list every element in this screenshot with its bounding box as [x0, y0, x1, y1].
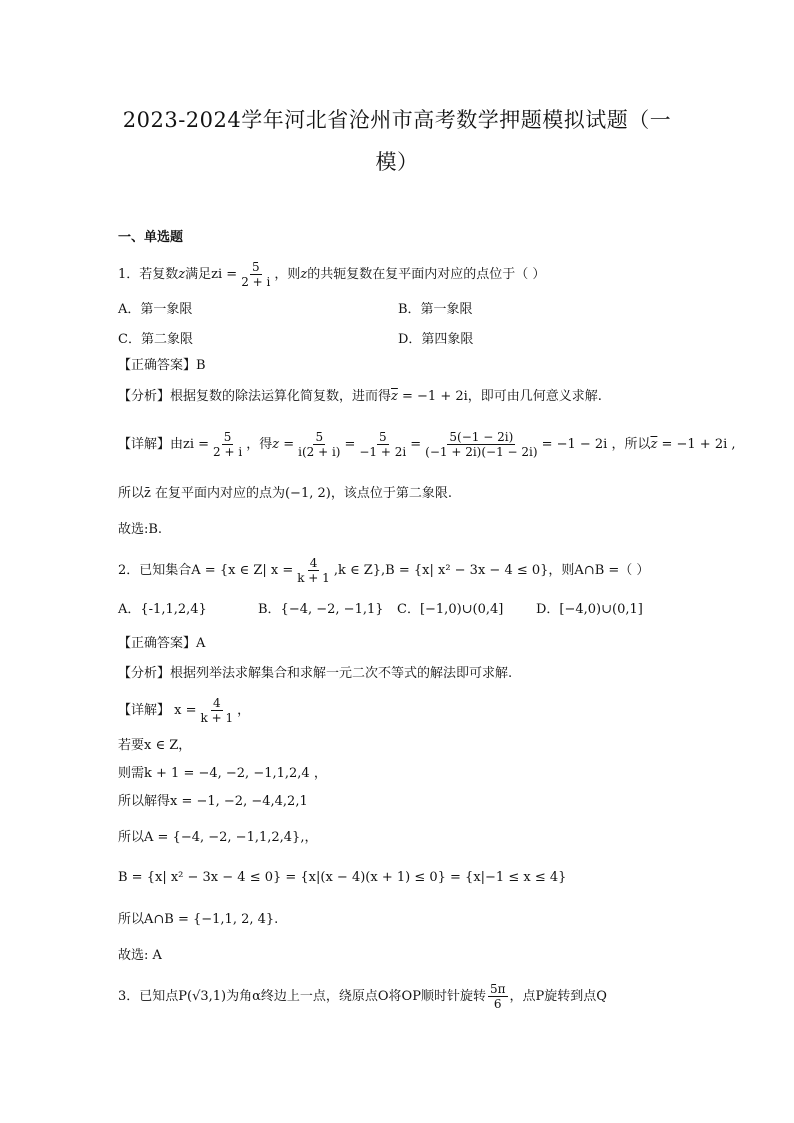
q1-frac-num: 5 [251, 260, 260, 274]
q2-detail-post: ， [237, 703, 251, 718]
q3-frac-num: 5π [489, 982, 506, 996]
q1-detail-frac4-num: 5(−1 − 2i) [449, 430, 514, 444]
q1-detail-frac3-num: 5 [378, 430, 387, 444]
q2-frac-den: k + 1 [297, 571, 330, 585]
q2-option-c: C．[−1,0)∪(0,4] [397, 602, 504, 617]
q2-stem [118, 556, 649, 585]
q1-detail: 【详解】由zi = $\frac{5}{2 + i}$ ，得z = $\frac{5}{i(2 + i)}$ = $\frac{5}{-1 + 2i}$ = $\frac{5(-1 - 2i)}{(-1 + 2i)(-1 - 2i)}$ = −1 − 2i ，所以$\overline{z} = -1 + 2i$ , [118, 430, 736, 459]
q1-frac-den: 2 + i [241, 275, 271, 289]
q1-stem-var2: z [300, 267, 308, 282]
q1-detail-frac3 [357, 430, 408, 459]
q1-detail-z: z [272, 437, 280, 452]
q1-detail-eq1: = [279, 437, 295, 452]
q1-option-a: A．第一象限 [118, 302, 193, 317]
q1-answer: 【正确答案】B [118, 358, 206, 373]
section-heading: 一、单选题 [118, 230, 184, 245]
q1-stem [118, 260, 545, 289]
q1-option-c: C．第二象限 [118, 332, 193, 347]
q3-stem [118, 982, 607, 1011]
document-title-line2: 模） [375, 150, 419, 174]
q1-option-d: D．第四象限 [398, 332, 474, 347]
q2-step2: 则需k + 1 = −4, −2, −1,1,2,4 ， [118, 766, 327, 781]
q1-detail-line2: 所以z̄ 在复平面内对应的点为(−1, 2)，该点位于第二象限. [118, 486, 452, 501]
q2-stem-pre: 2．已知集合 [118, 563, 192, 578]
q1-detail-frac4-den: (−1 + 2i)(−1 − 2i) [425, 445, 538, 459]
q2-step1: 若要x ∈ Z， [118, 738, 192, 753]
q2-detail-pre: 【详解】 x = [118, 703, 197, 718]
q1-fraction [239, 260, 272, 289]
q2-detail-frac-den: k + 1 [200, 711, 234, 725]
q1-stem-pre: 1．若复数 [118, 267, 179, 282]
q2-analysis: 【分析】根据列举法求解集合和求解一元二次不等式的解法即可求解. [118, 666, 513, 681]
q2-step5: B = {x| x² − 3x − 4 ≤ 0} = {x|(x − 4)(x + 1) ≤ 0} = {x|−1 ≤ x ≤ 4} [118, 870, 567, 885]
q3-fraction [488, 982, 508, 1011]
q1-detail-frac2 [296, 430, 342, 459]
q2-detail-frac-num: 4 [212, 696, 221, 710]
q2-fraction [295, 556, 332, 585]
q1-stem-post: ，则 [274, 267, 301, 282]
q2-frac-num: 4 [309, 556, 318, 570]
q2-option-d: D．[−4,0)∪(0,1] [536, 602, 643, 617]
document-title-line1: 2023-2024学年河北省沧州市高考数学押题模拟试题（一 [122, 108, 672, 132]
q2-conclusion: 故选: A [118, 948, 162, 963]
q2-stem-a: A = {x ∈ Z| x = [191, 563, 294, 578]
q1-stem-mid: 满足zi = [185, 267, 238, 282]
q1-detail-frac1-num: 5 [223, 430, 232, 444]
q2-stem-b: B = {x| x² − 3x − 4 ≤ 0}，则A∩B =（ ） [385, 563, 650, 578]
q3-stem-pre: 3．已知点P(√3,1)为角α终边上一点，绕原点O将OP顺时针旋转 [118, 989, 486, 1004]
q2-detail [118, 696, 250, 725]
q1-conclusion: 故选:B. [118, 522, 163, 537]
q1-detail-frac1-den: 2 + i [213, 445, 243, 459]
q1-detail-frac2-num: 5 [315, 430, 324, 444]
q1-detail-pre: 【详解】由zi = [118, 437, 210, 452]
q1-detail-zbar: $\overline{z}$ [650, 437, 658, 452]
q1-analysis-zbar: $\overline{z}$ [391, 389, 398, 404]
q1-option-b: B．第一象限 [398, 302, 473, 317]
q1-stem-var: z [178, 267, 186, 282]
q2-step4: 所以A = {−4, −2, −1,1,2,4},， [118, 830, 318, 845]
q1-detail-frac3-den: −1 + 2i [359, 445, 407, 459]
q2-answer: 【正确答案】A [118, 636, 206, 651]
q1-analysis-text: 【分析】根据复数的除法运算化简复数，进而得 [118, 389, 392, 404]
q1-analysis-end: ，即可由几何意义求解. [467, 389, 602, 404]
q1-analysis-eq: = −1 + 2i [397, 389, 468, 404]
q1-detail-end: = −1 − 2i ，所以 [541, 437, 651, 452]
q1-stem-post2: 的共轭复数在复平面内对应的点位于（ ） [307, 267, 546, 282]
q2-option-a: A．{-1,1,2,4} [118, 602, 207, 617]
q1-detail-frac1 [211, 430, 244, 459]
q1-detail-end2: = −1 + 2i , [657, 437, 736, 452]
q1-detail-mid: ，得 [246, 437, 273, 452]
q2-step3: 所以解得x = −1, −2, −4,4,2,1 [118, 794, 308, 809]
q1-analysis [118, 387, 602, 407]
q2-stem-a2: ,k ∈ Z}, [333, 563, 386, 578]
q3-stem-post: ，点P旋转到点Q [509, 989, 607, 1004]
q1-detail-frac2-den: i(2 + i) [298, 445, 341, 459]
q3-frac-den: 6 [493, 997, 502, 1011]
q1-detail-frac4 [423, 430, 539, 459]
q2-detail-frac [199, 696, 236, 725]
q2-step6: 所以A∩B = {−1,1, 2, 4}. [118, 912, 279, 927]
q2-option-b: B．{−4, −2, −1,1} [258, 602, 384, 617]
